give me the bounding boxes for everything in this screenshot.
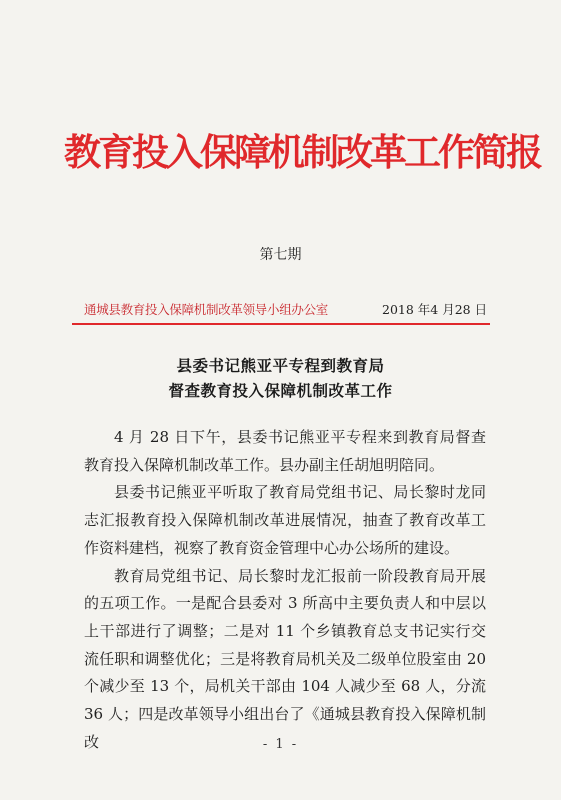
- article-headline-line-2: 督查教育投入保障机制改革工作: [168, 381, 393, 400]
- issue-date: 2018 年4 月28 日: [382, 302, 488, 317]
- issuing-office: 通城县教育投入保障机制改革领导小组办公室: [84, 302, 329, 317]
- body-paragraph-3: 教育局党组书记、局长黎时龙汇报前一阶段教育局开展的五项工作。一是配合县委对 3 所高中主要负责人和中层以上干部进行了调整；二是对 11 个乡镇教育总支书记实行交流任职和调整优化；三是将教育局机关及二级单位股室由 20 个减少至 13 个，局机关干部由 104 人减少至 68 人，分流 36 人；四是改革领导小组出台了《通城县教育投入保障机制改: [84, 566, 486, 751]
- issue-number: 第七期: [259, 247, 302, 263]
- page-number: - 1 -: [262, 737, 299, 752]
- body-paragraph-1: 4 月 28 日下午，县委书记熊亚平专程来到教育局督查教育投入保障机制改革工作。县办副主任胡旭明陪同。: [84, 428, 486, 474]
- article-headline-line-1: 县委书记熊亚平专程到教育局: [176, 356, 385, 375]
- article-body: [84, 424, 486, 756]
- body-paragraph-2: 县委书记熊亚平听取了教育局党组书记、局长黎时龙同志汇报教育投入保障机制改革进展情况，抽查了教育改革工作资料建档，视察了教育资金管理中心办公场所的建设。: [84, 483, 486, 557]
- red-divider-line: [72, 323, 490, 325]
- masthead-title: 教育投入保障机制改革工作简报: [64, 130, 540, 174]
